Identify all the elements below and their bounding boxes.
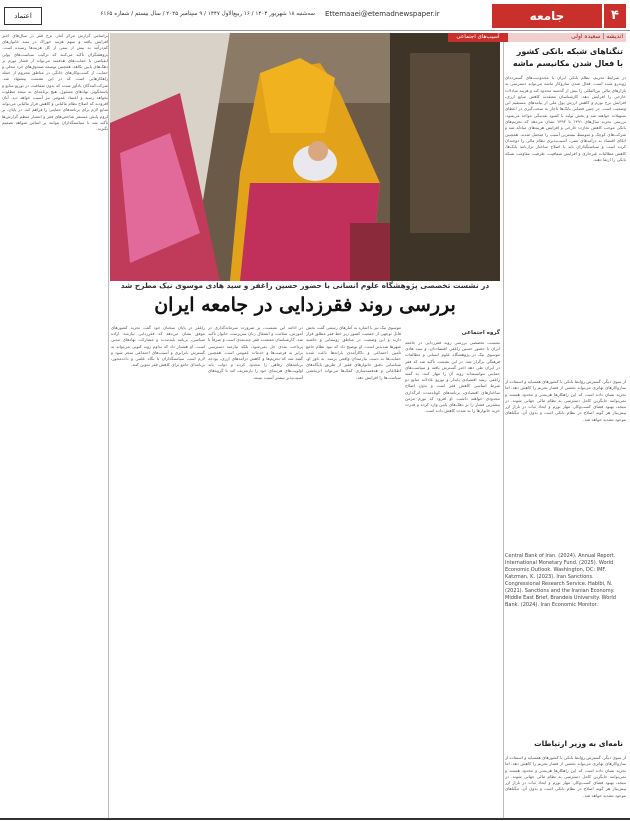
bottom-article-title: نامه‌ای به وزیر ارتباطات <box>534 739 623 748</box>
column-rule <box>503 33 504 818</box>
photo-kicker: آسیب‌های اجتماعی <box>448 33 508 42</box>
right-column <box>505 33 626 821</box>
lead-label: گروه اجتماعی <box>461 330 500 336</box>
column-rule <box>108 33 109 818</box>
bottom-article-text: از سوی دیگر، گسترش روابط بانکی با کشورهای همسایه و استفاده از سازوکارهای تهاتری می‌تواند بخشی از فشار تحریم را کاهش دهد. اما تجربه نشان داده است که این راهکارها هزینه‌بر و محدود هستند و نمی‌توانند جایگزین کامل دسترسی به نظام مالی جهانی شوند. در نتیجه، بهبود فضای کسب‌وکار، مهار تورم و ایجاد ثبات در بازار ارز پیش‌نیاز هر گونه اصلاح در نظام بانکی است و بدون آن، تنگناهای موجود تشدید خواهد شد. <box>505 755 626 798</box>
references: Central Bank of Iran. (2024). Annual Report. International Monetary Fund. (2025). World Economic Outlook. Washington, DC: IMF. Katzman, K. (2023). Iran Sanctions. Congressional Research Service. Habibi, N. (2021). Sanctions and the Iranian Economy. Middle East Brief, Brandeis University. World Bank. (2024). Iran Economic Monitor. <box>505 553 616 608</box>
newspaper-logo: اعتماد <box>4 7 42 25</box>
body-column-1: نشست تخصصی بررسی روند فقرزدایی در جامعه ایران با حضور حسین راغفر، اقتصاددان، و سید هادی موسوی نیک در پژوهشگاه علوم انسانی و مطالعات فرهنگی برگزار شد. در این نشست تأکید شد که فقر در ایران طی دهه اخیر گسترش یافته و سیاست‌های حمایتی نتوانسته‌اند روند آن را مهار کنند. به گفته راغفر، رشد اقتصادی پایدار و توزیع عادلانه منابع دو شرط اساسی کاهش فقر است و بدون اصلاح ساختارهای اقتصادی، برنامه‌های کوتاه‌مدت اثرگذاری محدودی خواهند داشت. او افزود که تورم مزمن بیشترین فشار را بر دهک‌های پایین وارد کرده و قدرت خرید خانوارها را به شدت کاهش داده است. <box>405 340 500 414</box>
section-tab: جامعه <box>492 4 602 28</box>
body-column-4: راغفر در پایان سخنان خود گفت تجربه کشورهای موفق نشان می‌دهد که فقرزدایی نیازمند اراده سیاسی، برنامه بلندمدت و مشارکت نهادهای مدنی است. او هشدار داد که تداوم روند کنونی می‌تواند به گسترش نابرابری و آسیب‌های اجتماعی منجر شود و لازم است سیاستگذاران با نگاه علمی و داده‌محور، برنامه‌ای جامع برای کاهش فقر تدوین کنند. <box>111 325 205 368</box>
right-article-title: تنگناهای شبکه بانکی کشور با فعال شدن مکانیسم ماشه <box>512 47 623 68</box>
photo-woman-with-baby <box>110 33 500 281</box>
right-article-text-b: از سوی دیگر، گسترش روابط بانکی با کشورهای همسایه و استفاده از سازوکارهای تهاتری می‌تواند بخشی از فشار تحریم را کاهش دهد. اما تجربه نشان داده است که این راهکارها هزینه‌بر و محدود هستند و نمی‌توانند جایگزین کامل دسترسی به نظام مالی جهانی شوند. در نتیجه، بهبود فضای کسب‌وکار، مهار تورم و ایجاد ثبات در بازار ارز پیش‌نیاز هر گونه اصلاح در نظام بانکی است و بدون آن، تنگناهای موجود تشدید خواهد شد. <box>505 379 626 422</box>
subheadline: در نشست تخصصی پژوهشگاه علوم انسانی با حضور حسین راغفر و سید هادی موسوی نیک مطرح شد <box>120 281 490 290</box>
right-kicker: اندیشه | سعیده اولی <box>571 33 623 40</box>
page-number: ۴ <box>604 4 626 28</box>
email[interactable]: Ettemaaei@etemadnewspaper.ir <box>325 10 440 18</box>
left-column: براساس گزارش مرکز آمار، نرخ فقر در سال‌های اخیر افزایش یافته و سهم هزینه خوراک در سبد خانوارهای کم‌درآمد به بیش از نیمی از کل هزینه‌ها رسیده است. پژوهشگران تأکید می‌کنند که ترکیب سیاست‌های پولی انقباضی با حمایت‌های هدفمند می‌تواند از فشار تورم بر دهک‌های پایین بکاهد. همچنین توسعه صندوق‌های خرد محلی و حمایت از کسب‌وکارهای خانگی در مناطق محروم از جمله راهکارهایی است که در این نشست پیشنهاد شد. شرکت‌کنندگان یادآور شدند که بدون شفافیت در توزیع منابع و پاسخگویی نهادهای مسئول، هیچ برنامه‌ای به نتیجه مطلوب نخواهد رسید و اعتماد عمومی نیز آسیب خواهد دید. آنان افزودند که اصلاح نظام مالیاتی و کاهش فرار مالیاتی می‌تواند منابع لازم برای برنامه‌های حمایتی را فراهم کند. در پایان، بر لزوم پایش مستمر شاخص‌های فقر و انتشار منظم گزارش‌ها تأکید شد تا سیاستگذاران بتوانند بر اساس شواهد تصمیم بگیرند. <box>2 33 108 132</box>
main-photo <box>110 33 500 281</box>
right-article-text-a: در شرایط تحریم، نظام بانکی ایران با محدودیت‌های گسترده‌ای روبه‌رو شده است. فعال شدن سازوکار ماشه می‌تواند دسترسی به بازارهای مالی بین‌المللی را بیش از گذشته محدود کند و هزینه مبادلات خارجی را افزایش دهد. کارشناسان معتقدند کاهش منابع ارزی، افزایش نرخ تورم و کاهش ارزش پول ملی از پیامدهای مستقیم این وضعیت است. در چنین فضایی بانک‌ها ناچار به سخت‌گیری در اعطای تسهیلات خواهند شد و بخش تولید با کمبود نقدینگی مواجه می‌شود. بررسی تجربه سال‌های ۱۳۹۱ تا ۱۳۹۳ نشان می‌دهد که تحریم‌های بانکی موجب کاهش تجارت خارجی و افزایش هزینه‌های مبادله شد و شرکت‌های کوچک و متوسط بیشترین آسیب را متحمل شدند. همچنین اتکای اقتصاد به درآمدهای نفتی، آسیب‌پذیری نظام مالی را دوچندان کرده است و سیاستگذاران باید با اصلاح ساختار ترازنامه بانک‌ها، کاهش مطالبات غیرجاری و افزایش شفافیت، ظرفیت مقاومت شبکه بانکی را ارتقا دهند. <box>505 75 626 162</box>
body-column-3: در ادامه این نشست، بر ضرورت سرمایه‌گذاری در آموزش، سلامت و اشتغال زنان سرپرست خانوار تأکید شد. کارشناسان معتقدند فقر چندبعدی است و صرفاً با پرداخت نقدی حل نمی‌شود، بلکه نیازمند دسترسی برابر به فرصت‌ها و خدمات عمومی است. همچنین گفته شد که تحریم‌ها و کاهش درآمدهای ارزی، بودجه برنامه‌های رفاهی را محدود کرده و دولت باید اولویت‌های هزینه‌ای خود را بازتعریف کند تا گروه‌های آسیب‌پذیر بیشتر آسیب نبینند. <box>208 325 303 380</box>
headline: بررسی روند فقرزدایی در جامعه ایران <box>154 294 456 316</box>
date-line: سه‌شنبه ۱۸ شهریور ۱۴۰۴ / ۱۶ ربیع‌الاول ۱۴۴۷ / ۹ سپتامبر ۲۰۲۵ / سال بیستم / شماره ۶۱۶۵ <box>100 11 315 17</box>
body-column-2: موسوی نیک نیز با اشاره به آمارهای رسمی گفت بخش قابل توجهی از جمعیت کشور زیر خط فقر مطلق قرار دارند و این وضعیت در مناطق روستایی و حاشیه شهرها شدیدتر است. او توضیح داد که نبود نظام جامع تأمین اجتماعی و ناکارآمدی یارانه‌ها باعث شده حمایت‌ها به دست نیازمندان واقعی نرسد. به باور او، شناسایی دقیق خانوارهای فقیر از طریق پایگاه‌های اطلاعاتی و هدفمندسازی کمک‌ها می‌تواند اثربخشی سیاست‌ها را افزایش دهد. <box>306 325 401 380</box>
masthead <box>0 0 630 31</box>
